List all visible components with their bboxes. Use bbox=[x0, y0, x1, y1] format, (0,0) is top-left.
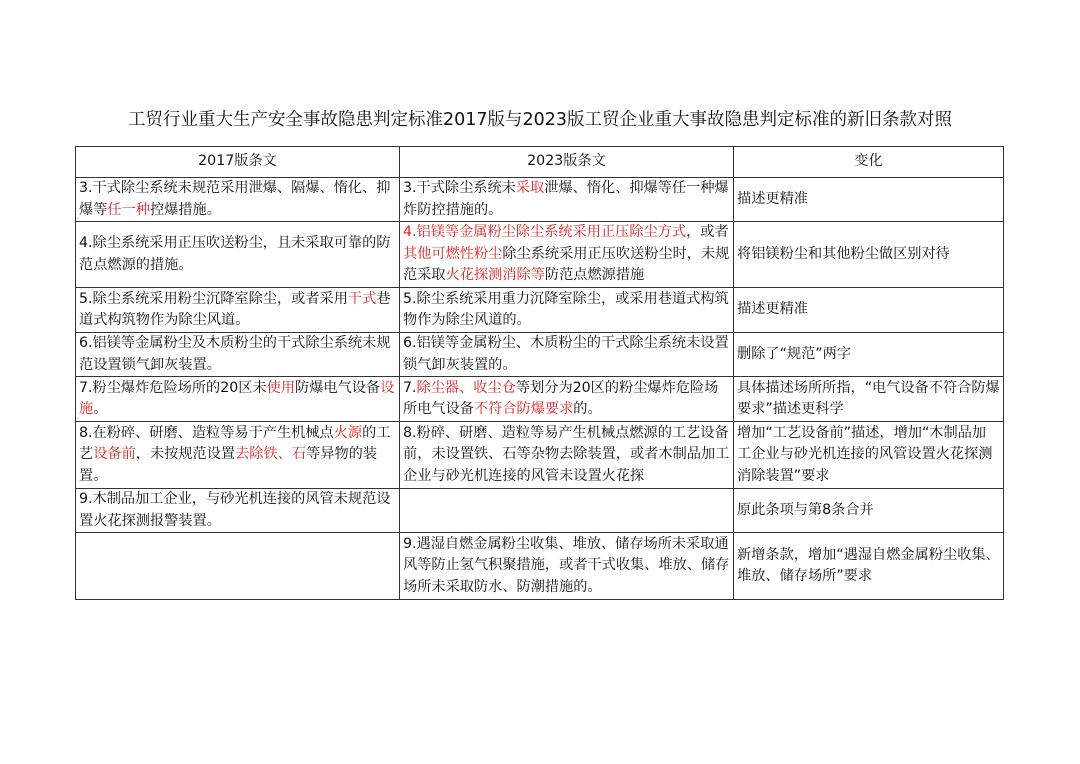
cell-text: 。 bbox=[93, 401, 108, 417]
cell-2017 bbox=[76, 422, 400, 489]
cell-text: 8.在粉碎、研磨、造粒等易于产生机械点 bbox=[79, 424, 334, 441]
highlighted-text: 设施 bbox=[79, 379, 395, 417]
cell-text: 5.除尘系统采用重力沉降室除尘，或采用巷道式构筑物作为除尘风道的。 bbox=[403, 290, 729, 328]
header-2023: 2023版条文 bbox=[400, 147, 734, 178]
cell-text: 泄爆、惰化、抑爆等任一种爆炸防控措施的。 bbox=[403, 180, 729, 218]
cell-text: 9.遇湿自燃金属粉尘收集、堆放、储存场所未采取通风等防止氢气积聚措施，或者干式收集、堆放、储存场所未采取防水、防潮措施的。 bbox=[403, 535, 730, 595]
cell-text: 6.铝镁等金属粉尘及木质粉尘的干式除尘系统未规范设置锁气卸灰装置。 bbox=[79, 335, 391, 373]
cell-2017 bbox=[76, 489, 400, 533]
highlighted-text: 除尘器、收尘仓 bbox=[416, 379, 516, 396]
table-row bbox=[76, 422, 1004, 489]
cell-text: 9.木制品加工企业，与砂光机连接的风管未规范设置火花探测报警装置。 bbox=[79, 491, 391, 529]
cell-2017 bbox=[76, 533, 400, 600]
cell-change bbox=[734, 422, 1004, 489]
cell-text: 原此条项与第8条合并 bbox=[737, 501, 874, 518]
cell-text: 等异物的装置。 bbox=[79, 446, 378, 484]
highlighted-text: 任一种 bbox=[107, 201, 150, 218]
cell-change bbox=[734, 333, 1004, 377]
cell-text: 的工艺 bbox=[79, 424, 391, 463]
cell-text: 的。 bbox=[573, 401, 602, 417]
comparison-table bbox=[75, 146, 1004, 600]
cell-text: 防范点燃源措施 bbox=[544, 267, 645, 284]
table-row bbox=[76, 377, 1004, 422]
highlighted-text: 4.铝镁等金属粉尘除尘系统采用正压除尘方式 bbox=[403, 224, 687, 241]
cell-2023 bbox=[400, 422, 734, 489]
cell-2023 bbox=[400, 489, 734, 533]
table-row bbox=[76, 222, 1004, 288]
cell-text: 防爆电气设备 bbox=[295, 379, 381, 396]
highlighted-text: 干式 bbox=[347, 290, 377, 307]
table-row bbox=[76, 178, 1004, 222]
highlighted-text: 设备前 bbox=[93, 446, 136, 463]
cell-2023 bbox=[400, 222, 734, 288]
cell-text: ，或者 bbox=[686, 224, 729, 241]
cell-text: 具体描述场所所指，“电气设备不符合防爆要求”描述更科学 bbox=[737, 379, 1000, 417]
highlighted-text: 火花探测消除等 bbox=[445, 267, 545, 284]
cell-text: 增加“工艺设备前”描述，增加“木制品加工企业与砂光机连接的风管设置火花探测消除装置”要求 bbox=[737, 424, 993, 484]
cell-change bbox=[734, 222, 1004, 288]
highlighted-text: 使用 bbox=[266, 379, 296, 396]
highlighted-text: 采取 bbox=[515, 180, 545, 196]
table-row bbox=[76, 489, 1004, 533]
cell-change bbox=[734, 288, 1004, 333]
cell-text: 3.干式除尘系统未 bbox=[403, 180, 516, 196]
cell-text: 新增条款，增加“遇湿自燃金属粉尘收集、堆放、储存场所”要求 bbox=[737, 546, 1000, 584]
cell-2023 bbox=[400, 178, 734, 222]
cell-2023 bbox=[400, 333, 734, 377]
header-change: 变化 bbox=[734, 147, 1004, 178]
cell-text: 3.干式除尘系统未规范采用泄爆、隔爆、惰化、抑爆等 bbox=[79, 180, 391, 218]
cell-text: 删除了“规范”两字 bbox=[737, 345, 852, 362]
cell-text: 等划分为20区的粉尘爆炸危险场所电气设备 bbox=[403, 379, 719, 417]
cell-2017 bbox=[76, 288, 400, 333]
highlighted-text: 火源 bbox=[333, 424, 363, 441]
highlighted-text: 其他可燃性粉尘 bbox=[403, 245, 503, 262]
cell-text: 除尘系统采用正压吹送粉尘时，未规范采取 bbox=[403, 245, 730, 284]
cell-text: 7. bbox=[403, 379, 417, 396]
cell-2017 bbox=[76, 178, 400, 222]
cell-2017 bbox=[76, 222, 400, 288]
cell-text: ，未按规范设置 bbox=[135, 446, 236, 463]
cell-change bbox=[734, 533, 1004, 600]
cell-change bbox=[734, 377, 1004, 422]
document-title: 工贸行业重大生产安全事故隐患判定标准2017版与2023版工贸企业重大事故隐患判定标准的新旧条款对照 bbox=[127, 110, 953, 130]
cell-text: 6.铝镁等金属粉尘、木质粉尘的干式除尘系统未设置锁气卸灰装置的。 bbox=[403, 335, 729, 373]
cell-text: 8.粉碎、研磨、造粒等易产生机械点燃源的工艺设备前，未设置铁、石等杂物去除装置，或者木制品加工企业与砂光机连接的风管未设置火花探 bbox=[403, 424, 730, 484]
highlighted-text: 去除铁、石 bbox=[235, 446, 307, 463]
cell-2023 bbox=[400, 533, 734, 600]
cell-text: 4.除尘系统采用正压吹送粉尘，且未采取可靠的防范点燃源的措施。 bbox=[79, 235, 391, 273]
table-row bbox=[76, 533, 1004, 600]
cell-2023 bbox=[400, 288, 734, 333]
cell-text: 巷道式构筑物作为除尘风道。 bbox=[79, 290, 391, 328]
highlighted-text: 不符合防爆要求 bbox=[473, 401, 574, 417]
cell-text: 控爆措施。 bbox=[149, 201, 221, 218]
cell-text: 将铝镁粉尘和其他粉尘做区别对待 bbox=[737, 245, 950, 262]
cell-text: 5.除尘系统采用粉尘沉降室除尘，或者采用 bbox=[79, 290, 348, 307]
cell-text: 描述更精准 bbox=[737, 301, 808, 318]
cell-text: 7.粉尘爆炸危险场所的20区未 bbox=[79, 379, 267, 396]
cell-2017 bbox=[76, 333, 400, 377]
table-row bbox=[76, 288, 1004, 333]
cell-text: 描述更精准 bbox=[737, 190, 808, 207]
cell-2017 bbox=[76, 377, 400, 422]
table-row bbox=[76, 333, 1004, 377]
cell-2023 bbox=[400, 377, 734, 422]
cell-change bbox=[734, 489, 1004, 533]
cell-change bbox=[734, 178, 1004, 222]
header-2017: 2017版条文 bbox=[76, 147, 400, 178]
table-header-row bbox=[76, 147, 1004, 178]
